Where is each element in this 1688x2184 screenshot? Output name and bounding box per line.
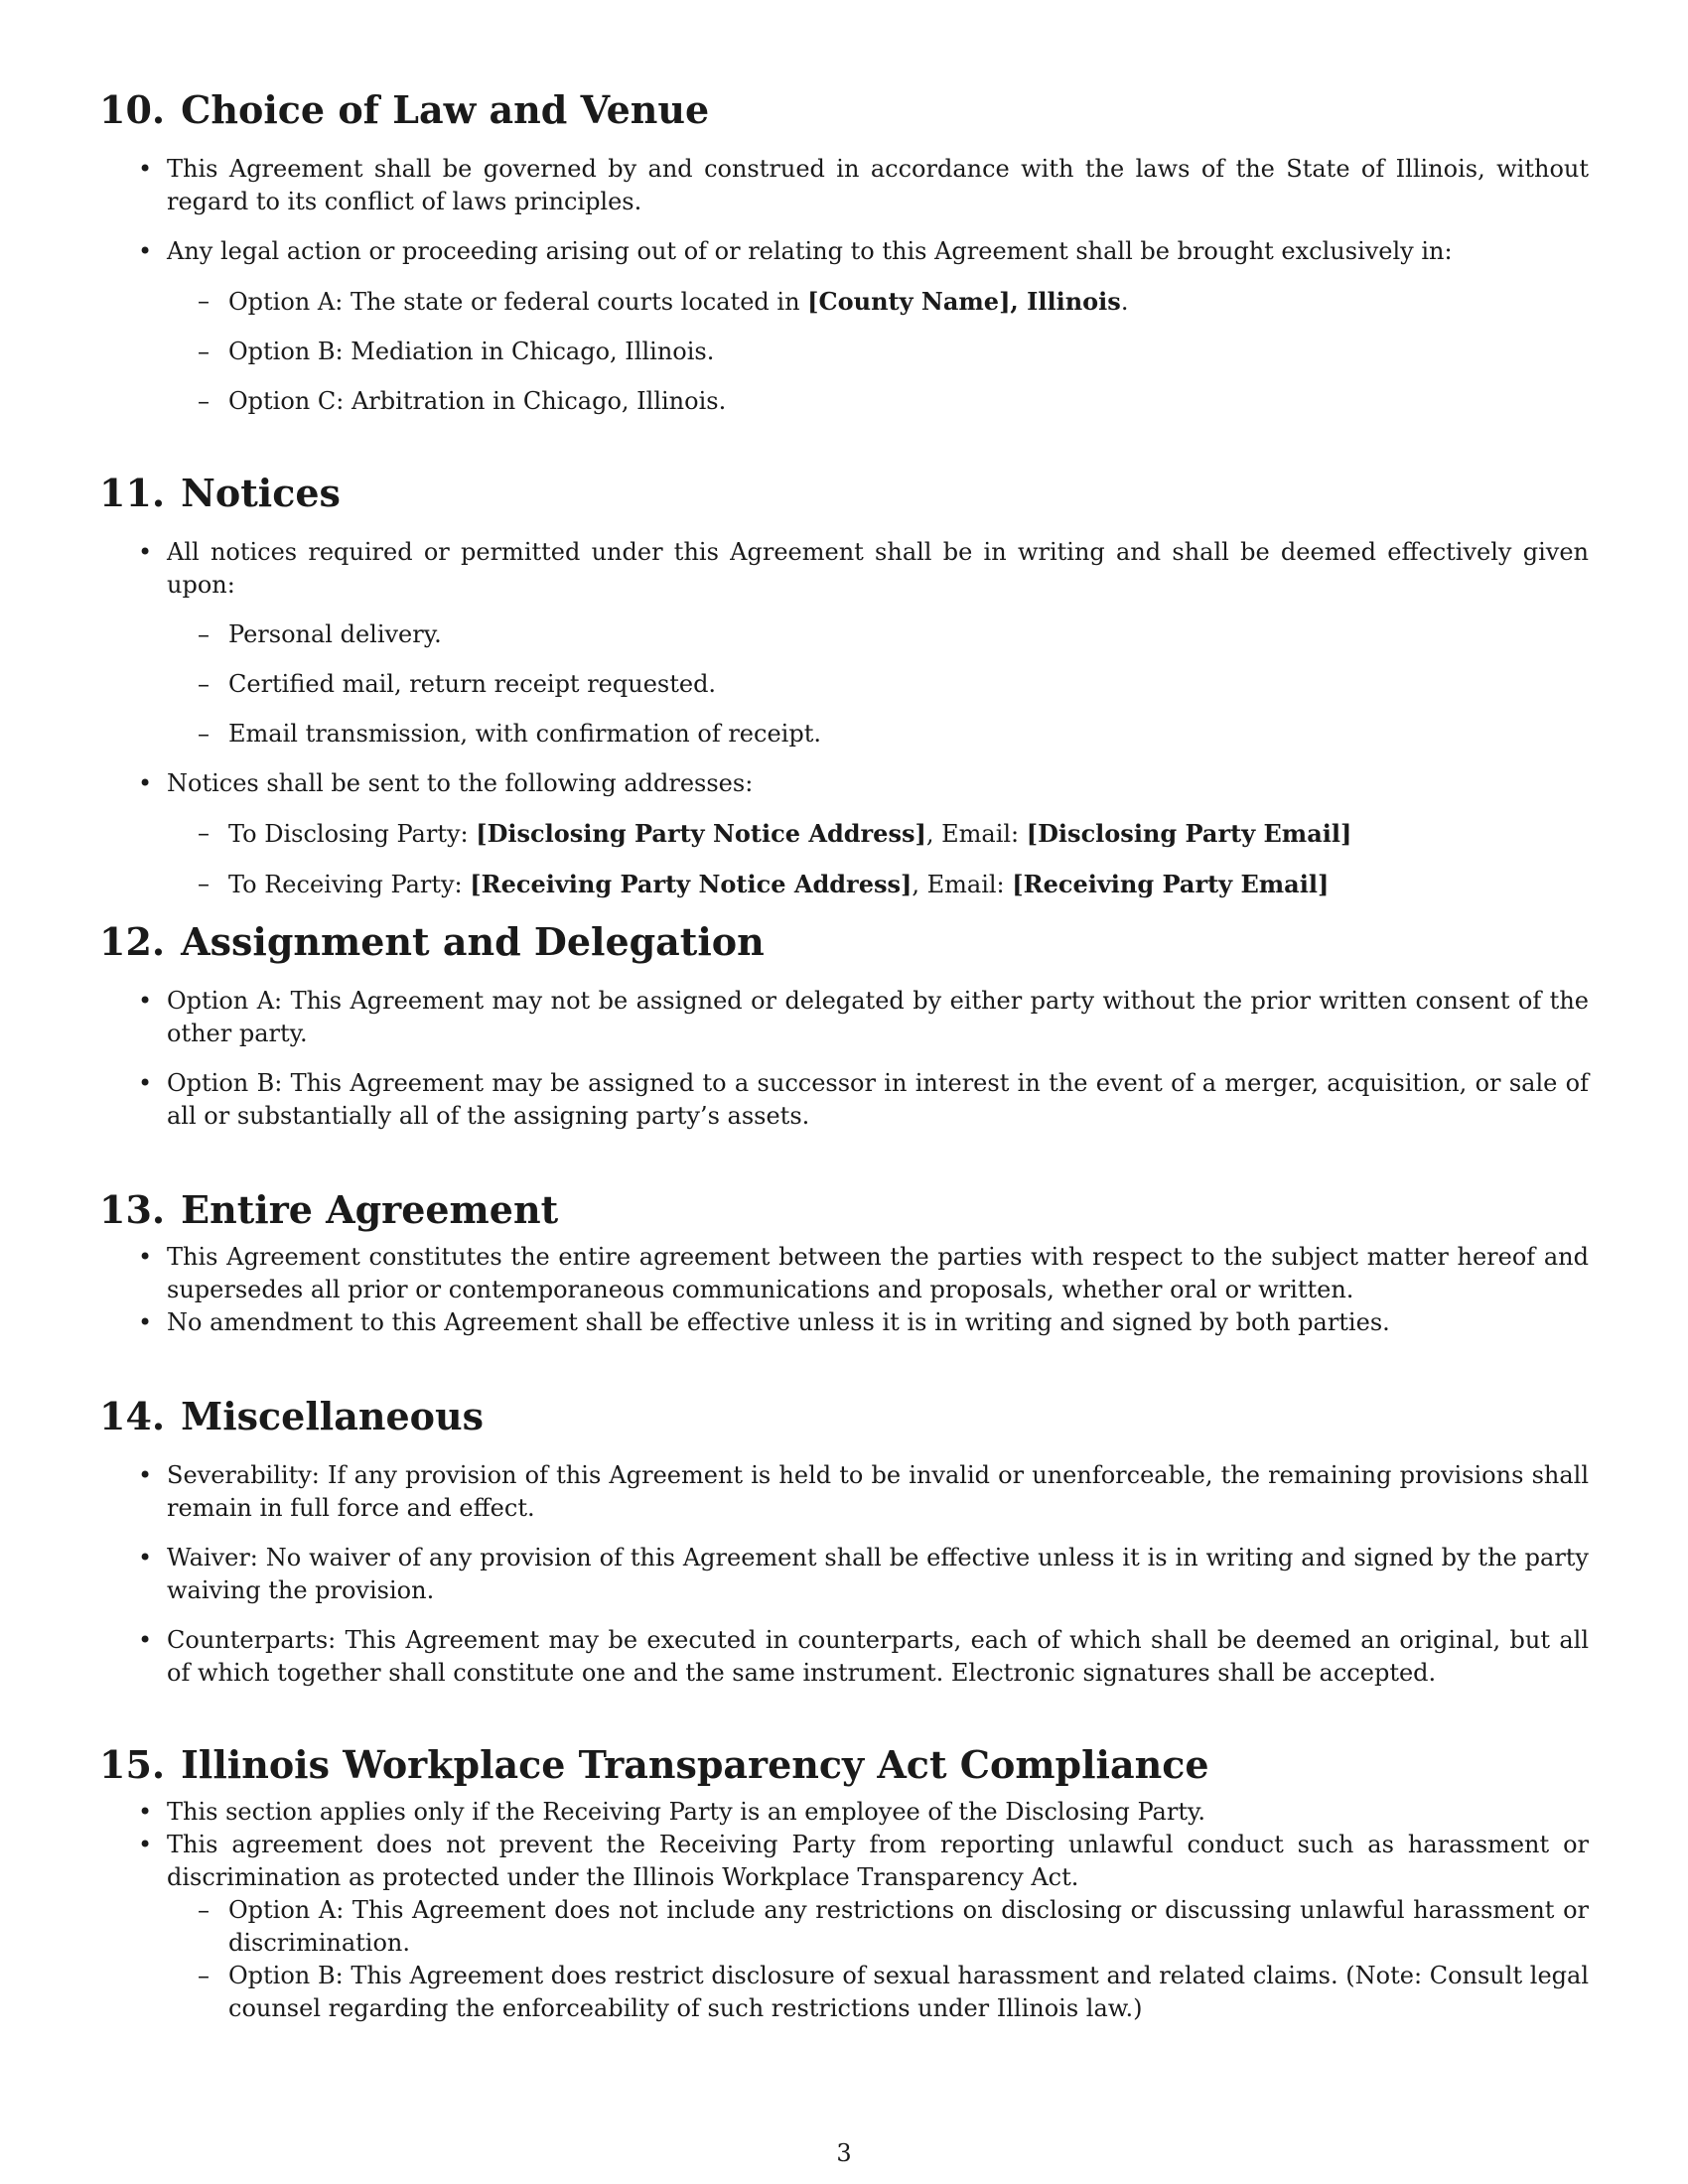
sub-list-item: – Option A: This Agreement does not include any restrictions on disclosing or discussing unlawful harassment or discrimination. — [167, 1894, 1589, 1960]
list-item: • Option A: This Agreement may not be assigned or delegated by either party without the prior written consent of the other party. — [99, 985, 1589, 1050]
list-item: • No amendment to this Agreement shall be effective unless it is in writing and signed by both parties. — [99, 1306, 1589, 1339]
list-item-text: Any legal action or proceeding arising out of or relating to this Agreement shall be brought exclusively in: — [167, 237, 1453, 265]
sub-list-item: – Option B: This Agreement does restrict disclosure of sexual harassment and related claims. (Note: Consult legal counsel regarding the enforceability of such restrictions under Illinois law.) — [167, 1960, 1589, 2025]
list-item — [99, 235, 1589, 418]
section-11 — [99, 471, 1589, 901]
list-item: • This Agreement constitutes the entire agreement between the parties with respect to the subject matter hereof and supersedes all prior or contemporaneous communications and proposals, whether oral or written. — [99, 1241, 1589, 1306]
list-item: • Severability: If any provision of this Agreement is held to be invalid or unenforceable, the remaining provisions shall remain in full force and effect. — [99, 1459, 1589, 1525]
recipient-label: To Receiving Party: — [228, 871, 471, 898]
section-title: Notices — [181, 471, 341, 515]
section-title: Assignment and Delegation — [181, 919, 765, 964]
section-number: 11. — [99, 471, 166, 515]
punctuation: . — [1120, 288, 1129, 316]
option-a-text: Option A: The state or federal courts located in — [228, 288, 808, 316]
sub-list-item — [167, 817, 1589, 851]
section-number: 15. — [99, 1742, 166, 1787]
list-item — [99, 1829, 1589, 2025]
bullet-list — [99, 1241, 1589, 1339]
list-item: • This section applies only if the Receiving Party is an employee of the Disclosing Party. — [99, 1796, 1589, 1829]
sub-list — [167, 1894, 1589, 2025]
page-number: 3 — [836, 2139, 852, 2167]
bullet-list — [99, 1459, 1589, 1690]
address-placeholder: [Receiving Party Notice Address] — [470, 870, 913, 898]
sub-list-item: – Personal delivery. — [167, 618, 1589, 651]
list-item: • This Agreement shall be governed by and construed in accordance with the laws of the State of Illinois, without regard to its conflict of laws principles. — [99, 153, 1589, 218]
section-number: 14. — [99, 1394, 166, 1438]
email-placeholder: [Disclosing Party Email] — [1026, 819, 1352, 848]
section-heading — [99, 471, 1589, 516]
sub-list-item: – Option C: Arbitration in Chicago, Illinois. — [167, 385, 1589, 418]
section-title: Entire Agreement — [181, 1187, 559, 1232]
section-heading — [99, 919, 1589, 965]
section-heading — [99, 1394, 1589, 1439]
section-heading — [99, 1187, 1589, 1233]
sub-list-item: – Email transmission, with confirmation of receipt. — [167, 718, 1589, 751]
section-title: Illinois Workplace Transparency Act Compliance — [181, 1742, 1209, 1787]
sub-list — [167, 817, 1589, 901]
sub-list — [167, 618, 1589, 751]
email-placeholder: [Receiving Party Email] — [1012, 870, 1330, 898]
bullet-list — [99, 536, 1589, 901]
sub-list-item: – Certified mail, return receipt requested. — [167, 668, 1589, 701]
sub-list-item — [167, 285, 1589, 319]
section-13 — [99, 1187, 1589, 1339]
email-label: , Email: — [912, 871, 1013, 898]
sub-list-item: – Option B: Mediation in Chicago, Illinois. — [167, 336, 1589, 368]
list-item: • Waiver: No waiver of any provision of this Agreement shall be effective unless it is in writing and signed by the party waiving the provision. — [99, 1542, 1589, 1607]
sub-list-item — [167, 868, 1589, 901]
list-item — [99, 767, 1589, 901]
section-number: 13. — [99, 1187, 166, 1232]
section-10 — [99, 87, 1589, 418]
county-placeholder: [County Name], Illinois — [807, 287, 1121, 316]
section-14 — [99, 1394, 1589, 1690]
section-heading — [99, 87, 1589, 133]
recipient-label: To Disclosing Party: — [228, 820, 477, 848]
section-heading — [99, 1742, 1589, 1788]
section-15 — [99, 1742, 1589, 2025]
section-title: Miscellaneous — [181, 1394, 484, 1438]
address-placeholder: [Disclosing Party Notice Address] — [476, 819, 926, 848]
list-item-text: All notices required or permitted under this Agreement shall be in writing and shall be deemed effectively given upon: — [167, 538, 1589, 599]
section-number: 12. — [99, 919, 166, 964]
list-item-text: Notices shall be sent to the following addresses: — [167, 769, 754, 797]
list-item — [99, 536, 1589, 751]
section-number: 10. — [99, 87, 166, 132]
bullet-list — [99, 153, 1589, 418]
email-label: , Email: — [925, 820, 1027, 848]
bullet-list — [99, 985, 1589, 1133]
section-title: Choice of Law and Venue — [181, 87, 710, 132]
list-item: • Option B: This Agreement may be assigned to a successor in interest in the event of a merger, acquisition, or sale of all or substantially all of the assigning party’s assets. — [99, 1067, 1589, 1133]
list-item: • Counterparts: This Agreement may be executed in counterparts, each of which shall be deemed an original, but all of which together shall constitute one and the same instrument. Electronic signatures shall be accepted. — [99, 1624, 1589, 1690]
list-item-text: This agreement does not prevent the Receiving Party from reporting unlawful conduct such as harassment or discrimination as protected under the Illinois Workplace Transparency Act. — [167, 1831, 1589, 1891]
section-12 — [99, 919, 1589, 1133]
sub-list — [167, 285, 1589, 418]
bullet-list — [99, 1796, 1589, 2025]
